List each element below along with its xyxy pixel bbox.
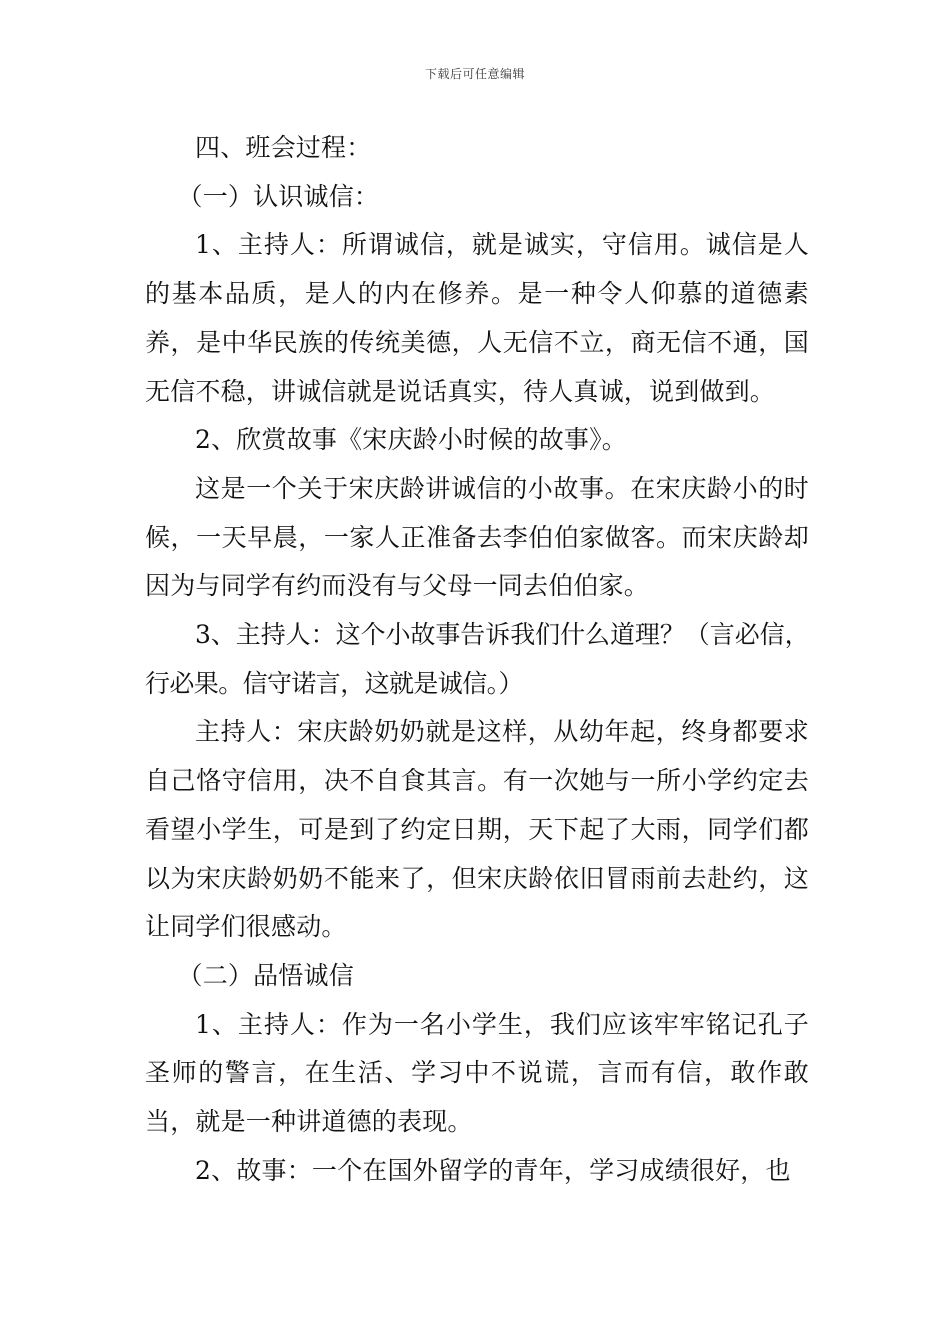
subsection-heading-understand-integrity: （二）品悟诚信 [177, 960, 354, 990]
page-header: 下载后可任意编辑 [424, 67, 525, 81]
paragraph-story-youth: 2、故事：一个在国外留学的青年，学习成绩很好，也 [195, 1155, 791, 1185]
subsection-heading-know-integrity: （一）认识诚信： [177, 181, 380, 211]
paragraph-story-content: 这是一个关于宋庆龄讲诚信的小故事。在宋庆龄小的时候，一天早晨，一家人正准备去李伯伯家做客。而宋庆龄却因为与同学有约而没有与父母一同去伯伯家。 [145, 473, 809, 601]
paragraph-host-student: 1、主持人：作为一名小学生，我们应该牢牢铭记孔子圣师的警言，在生活、学习中不说谎，言而有信，敢作敢当，就是一种讲道德的表现。 [145, 1009, 809, 1137]
section-heading-class-process: 四、班会过程： [195, 133, 372, 162]
paragraph-host-song-qingling: 主持人：宋庆龄奶奶就是这样，从幼年起，终身都要求自己恪守信用，决不自食其言。有一次她与一所小学约定去看望小学生，可是到了约定日期，天下起了大雨，同学们都以为宋庆龄奶奶不能来了，但宋庆龄依旧冒雨前去赴约，这让同学们很感动。 [145, 717, 809, 942]
paragraph-story-title: 2、欣赏故事《宋庆龄小时候的故事》。 [195, 425, 628, 455]
document-body [145, 124, 809, 1195]
paragraph-host-question: 3、主持人：这个小故事告诉我们什么道理？（言必信，行必果。信守诺言，这就是诚信。） [145, 620, 809, 698]
paragraph-host-definition: 1、主持人：所谓诚信，就是诚实，守信用。诚信是人的基本品质，是人的内在修养。是一种令人仰慕的道德素养，是中华民族的传统美德，人无信不立，商无信不通，国无信不稳，讲诚信就是说话真实，待人真诚，说到做到。 [145, 230, 809, 406]
